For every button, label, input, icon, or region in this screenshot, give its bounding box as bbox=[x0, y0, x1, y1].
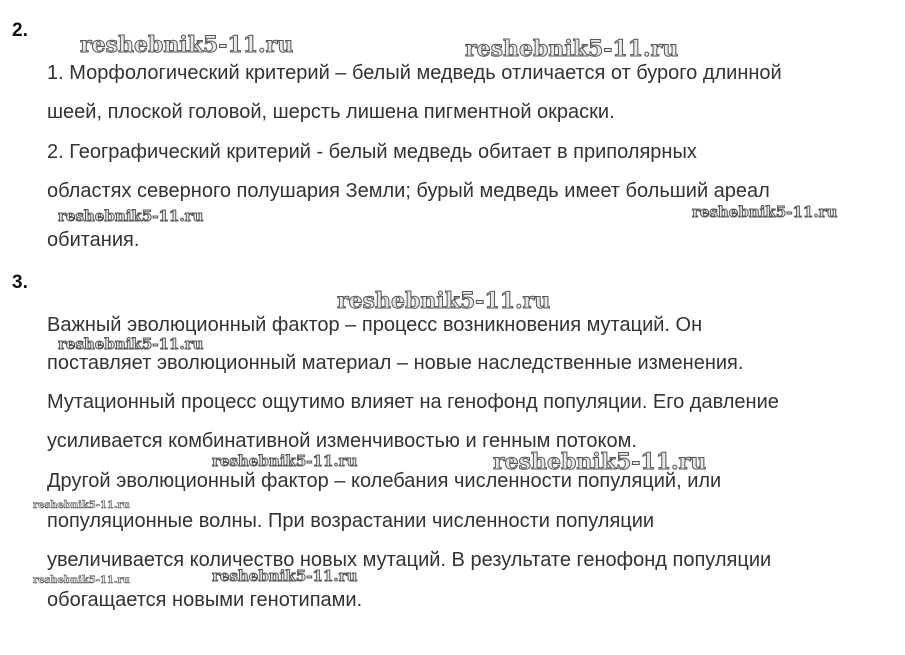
text-line: увеличивается количество новых мутаций. В результате генофонд популяции bbox=[47, 549, 772, 571]
text-line: 1. Морфологический критерий – белый медведь отличается от бурого длинной bbox=[47, 62, 782, 84]
text-line: усиливается комбинативной изменчивостью и генным потоком. bbox=[47, 430, 637, 452]
watermark: reshebnik5-11.ru bbox=[58, 335, 204, 353]
text-line: Важный эволюционный фактор – процесс возникновения мутаций. Он bbox=[47, 314, 703, 336]
watermark: reshebnik5-11.ru bbox=[33, 575, 130, 586]
text-line: популяционные волны. При возрастании численности популяции bbox=[47, 510, 655, 532]
section-number: 3. bbox=[12, 272, 28, 293]
watermark: reshebnik5-11.ru bbox=[493, 449, 707, 475]
text-line: Мутационный процесс ощутимо влияет на генофонд популяции. Его давление bbox=[47, 391, 779, 413]
watermark: reshebnik5-11.ru bbox=[80, 32, 294, 58]
text-line: обитания. bbox=[47, 229, 140, 251]
section-number: 2. bbox=[12, 20, 28, 41]
watermark: reshebnik5-11.ru bbox=[33, 500, 130, 511]
text-line: 2. Географический критерий - белый медведь обитает в приполярных bbox=[47, 141, 697, 163]
text-line: шеей, плоской головой, шерсть лишена пигментной окраски. bbox=[47, 101, 615, 123]
watermark: reshebnik5-11.ru bbox=[212, 452, 358, 470]
watermark: reshebnik5-11.ru bbox=[58, 207, 204, 225]
text-line: поставляет эволюционный материал – новые наследственные изменения. bbox=[47, 352, 744, 374]
text-line: областях северного полушария Земли; бурый медведь имеет больший ареал bbox=[47, 180, 770, 202]
text-line: обогащается новыми генотипами. bbox=[47, 589, 363, 611]
watermark: reshebnik5-11.ru bbox=[212, 567, 358, 585]
text-line: Другой эволюционный фактор – колебания численности популяций, или bbox=[47, 470, 722, 492]
watermark: reshebnik5-11.ru bbox=[692, 203, 838, 221]
watermark: reshebnik5-11.ru bbox=[337, 288, 551, 314]
watermark: reshebnik5-11.ru bbox=[465, 36, 679, 62]
